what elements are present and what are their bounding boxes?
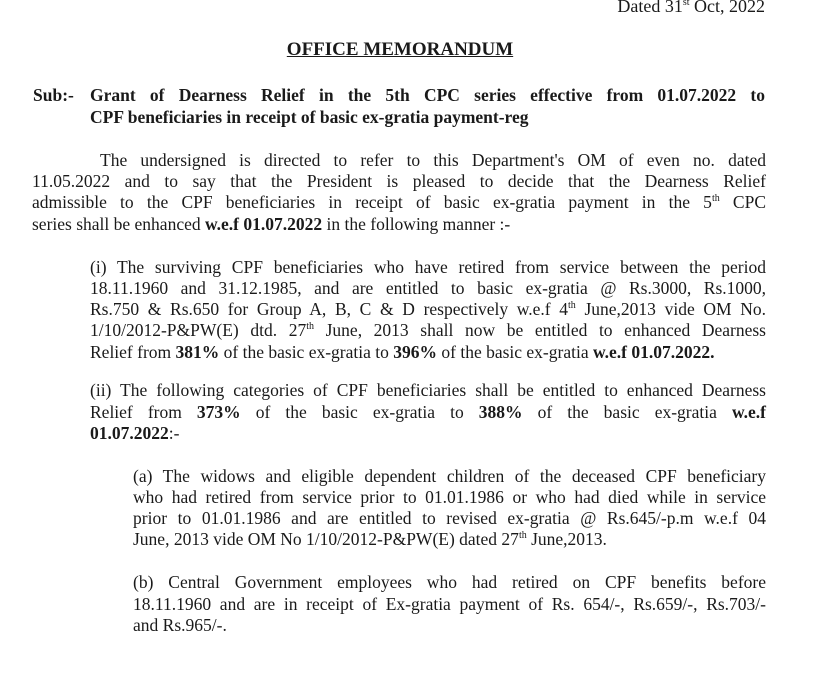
memo-date: Dated 31st Oct, 2022 — [617, 0, 765, 16]
item2-line-1: (ii) The following categories of CPF beneficiaries shall be entitled to enhanced Dearness — [90, 380, 766, 400]
intro-line-3: admissible to the CPF beneficiaries in receipt of basic ex-gratia payment in the 5th CPC — [32, 192, 766, 212]
item2b-line-3: and Rs.965/-. — [133, 615, 227, 635]
item1-line-2: 18.11.1960 and 31.12.1985, and are entitled to basic ex-gratia @ Rs.3000, Rs.1000, — [90, 278, 766, 298]
item2a-line-3: prior to 01.01.1986 and are entitled to revised ex-gratia @ Rs.645/-p.m w.e.f 04 — [133, 508, 766, 528]
item1-line-3: Rs.750 & Rs.650 for Group A, B, C & D respectively w.e.f 4th June,2013 vide OM No. — [90, 299, 766, 319]
item1-line-4: 1/10/2012-P&PW(E) dtd. 27th June, 2013 shall now be entitled to enhanced Dearness — [90, 320, 766, 340]
item1-line-5: Relief from 381% of the basic ex-gratia to 396% of the basic ex-gratia w.e.f 01.07.2022. — [90, 342, 715, 362]
intro-line-1: The undersigned is directed to refer to this Department's OM of even no. dated — [100, 150, 766, 170]
subject-line-1: Grant of Dearness Relief in the 5th CPC series effective from 01.07.2022 to — [90, 85, 765, 105]
item2a-line-2: who had retired from service prior to 01.01.1986 or who had died while in service — [133, 487, 766, 507]
item2a-line-1: (a) The widows and eligible dependent children of the deceased CPF beneficiary — [133, 466, 766, 486]
item2a-line-4: June, 2013 vide OM No 1/10/2012-P&PW(E) dated 27th June,2013. — [133, 529, 607, 549]
item2b-line-1: (b) Central Government employees who had retired on CPF benefits before — [133, 572, 766, 592]
memo-title: OFFICE MEMORANDUM — [286, 39, 514, 60]
item2b-line-2: 18.11.1960 and are in receipt of Ex-gratia payment of Rs. 654/-, Rs.659/-, Rs.703/- — [133, 594, 766, 614]
intro-line-4: series shall be enhanced w.e.f 01.07.2022 in the following manner :- — [32, 214, 511, 234]
subject-line-2: CPF beneficiaries in receipt of basic ex-gratia payment-reg — [90, 107, 529, 127]
item2-line-3: 01.07.2022:- — [90, 423, 180, 443]
intro-line-2: 11.05.2022 and to say that the President is pleased to decide that the Dearness Relief — [32, 171, 766, 191]
subject-label: Sub:- — [33, 85, 74, 105]
item2-line-2: Relief from 373% of the basic ex-gratia to 388% of the basic ex-gratia w.e.f — [90, 402, 766, 422]
item1-line-1: (i) The surviving CPF beneficiaries who have retired from service between the period — [90, 257, 766, 277]
